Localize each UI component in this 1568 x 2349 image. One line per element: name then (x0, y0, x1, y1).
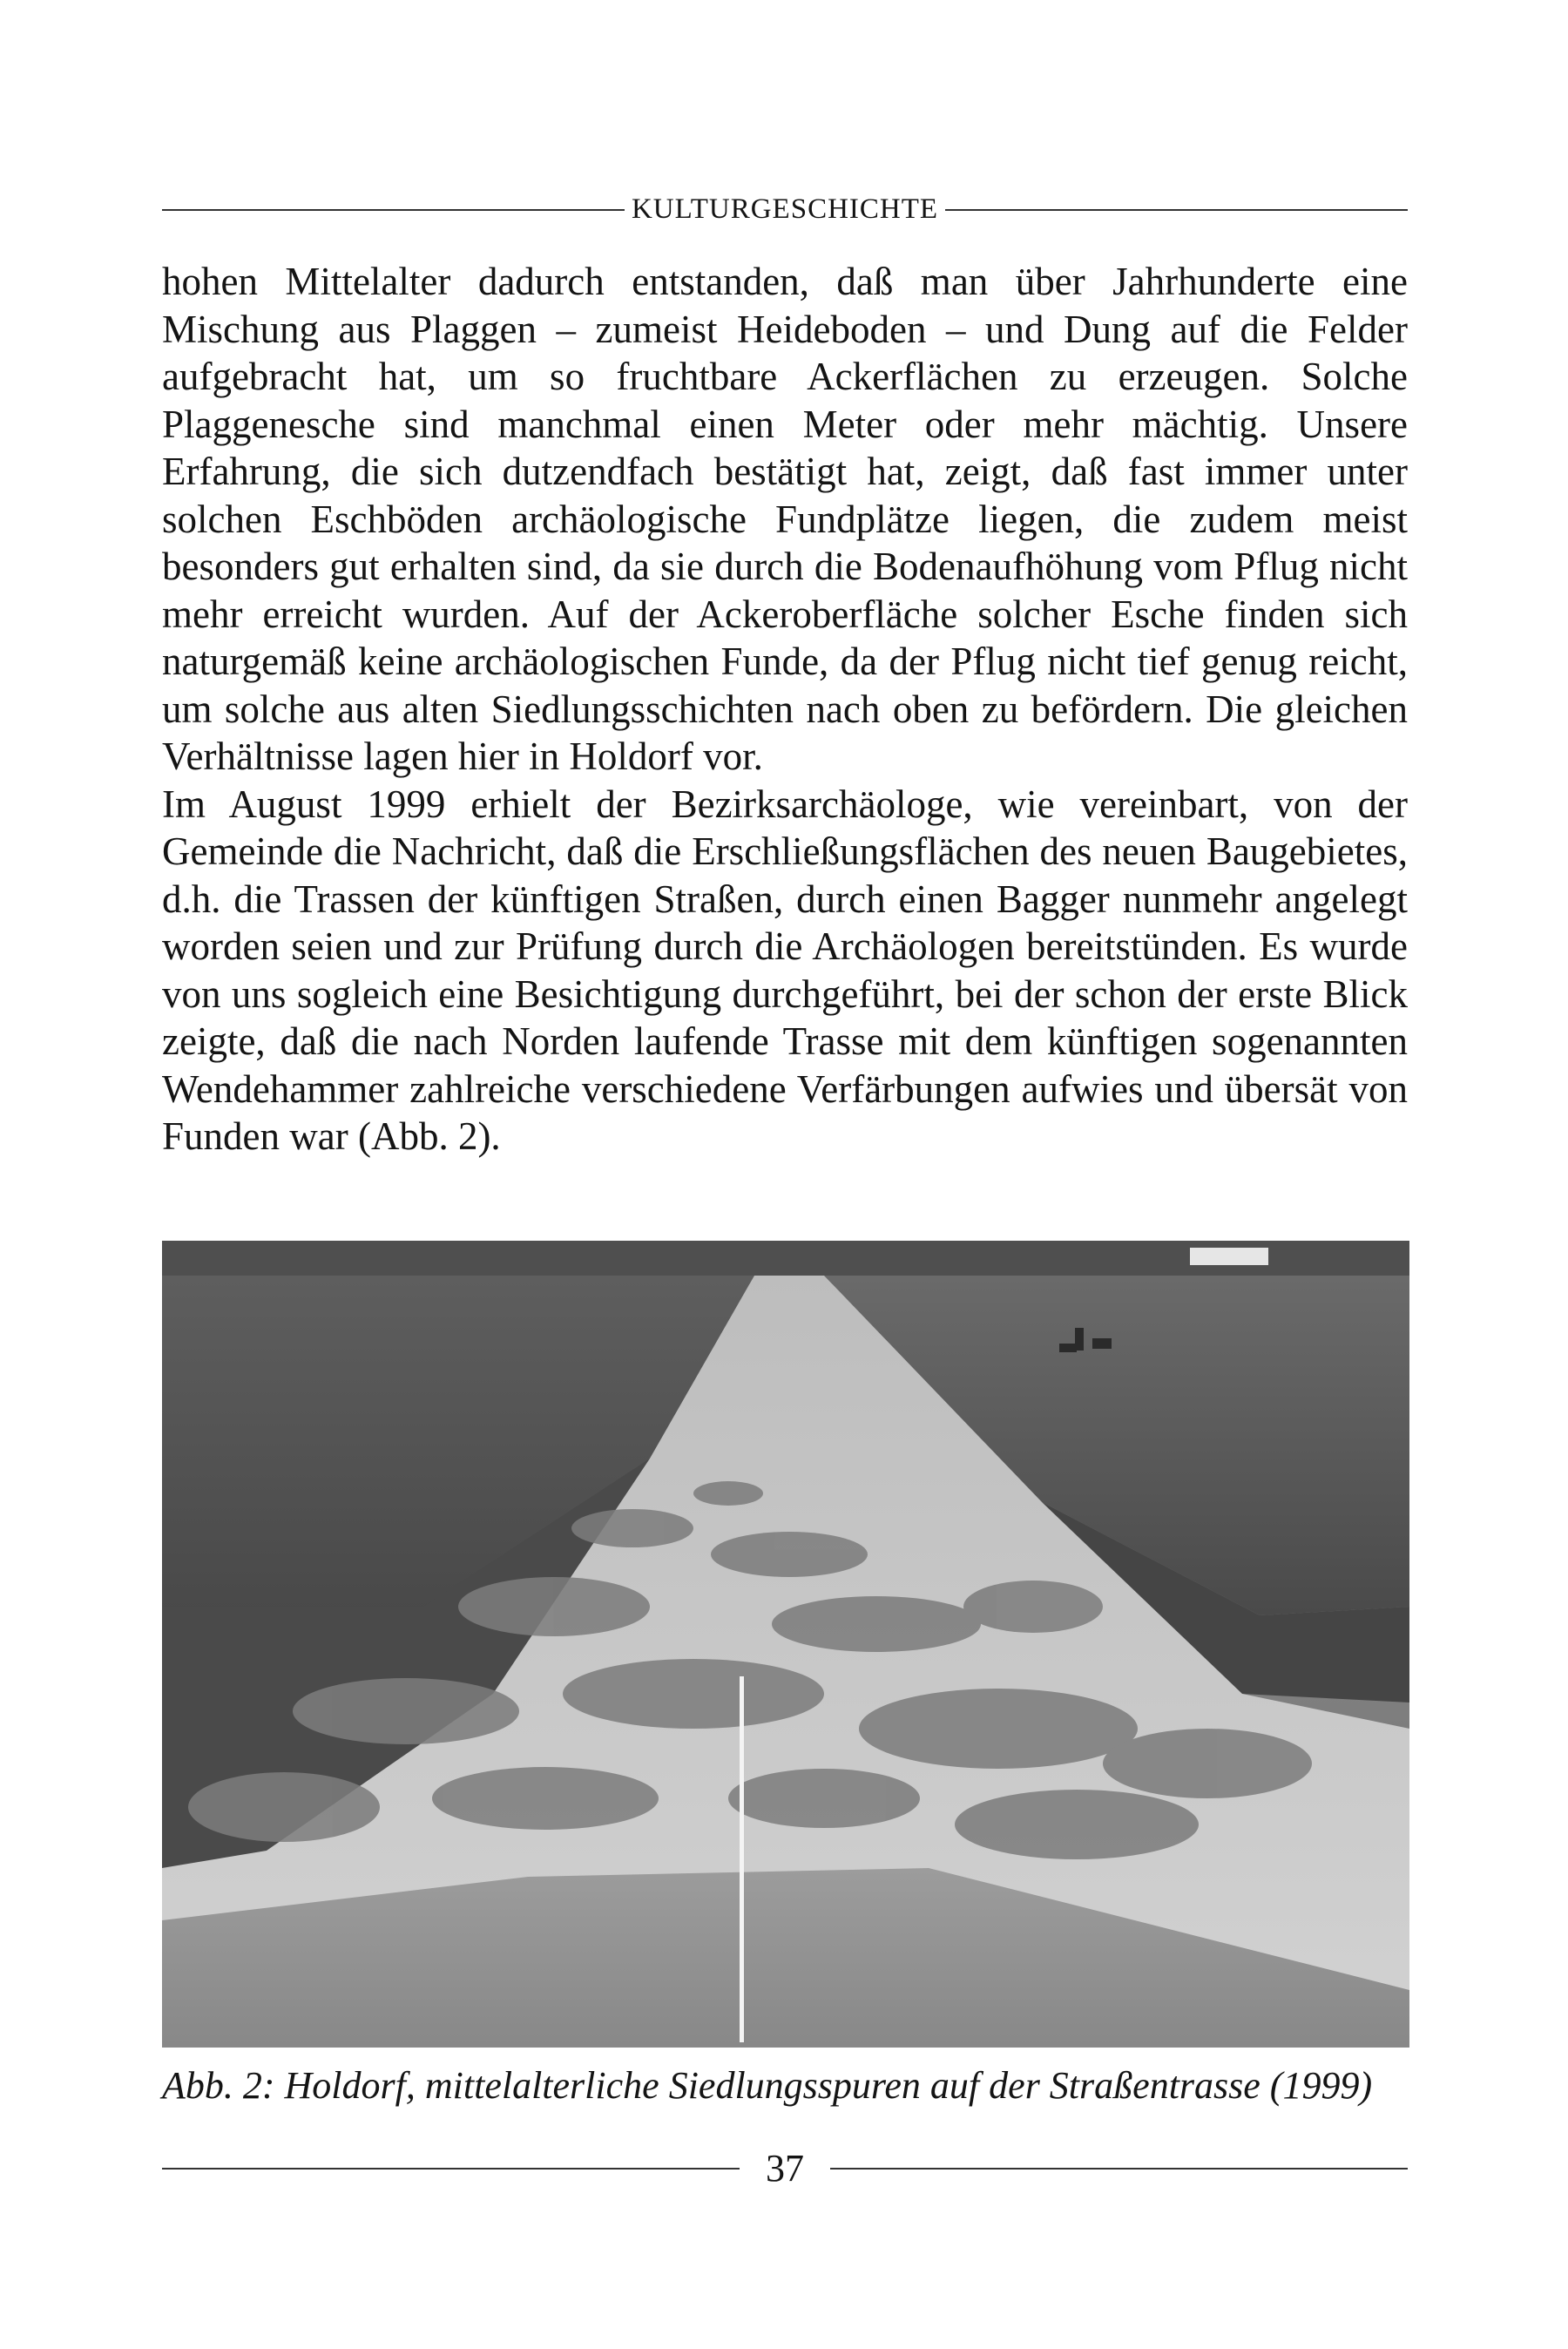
excavation-photo-illustration (162, 1241, 1409, 2048)
body-text (162, 258, 1408, 1161)
photo-measuring-pole (740, 1676, 744, 2042)
figure-caption: Abb. 2: Holdorf, mittelalterliche Siedlungsspuren auf der Straßentrasse (1999) (162, 2064, 1373, 2107)
paragraph-2: Im August 1999 erhielt der Bezirksarchäologe, wie vereinbart, von der Gemeinde die Nachricht, daß die Erschließungsflächen des neuen Baugebietes, d.h. die Trassen der künftigen Straßen, durch einen Bagger nunmehr angelegt worden seien und zur Prüfung durch die Archäologen bereitstünden. Es wurde von uns sogleich eine Besichtigung durchgeführt, bei der schon der erste Blick zeigte, daß die nach Norden laufende Trasse mit dem künftigen sogenannten Wendehammer zahlreiche verschiedene Verfärbungen aufwies und übersät von Funden war (Abb. 2). (162, 782, 1408, 1158)
running-head-rule-right (945, 209, 1408, 211)
running-head-title: KULTURGESCHICHTE (631, 193, 939, 225)
paragraph-1: hohen Mittelalter dadurch entstanden, daß man über Jahrhunderte eine Mischung aus Plaggen – zumeist Heideboden – und Dung auf die Felder aufgebracht hat, um so fruchtbare Ackerflächen zu erzeugen. Solche Plaggenesche sind manchmal einen Meter oder mehr mächtig. Unsere Erfahrung, die sich dutzendfach bestätigt hat, zeigt, daß fast immer unter solchen Eschböden archäologische Fundplätze liegen, die zudem meist besonders gut erhalten sind, da sie durch die Bodenaufhöhung vom Pflug nicht mehr erreicht wurden. Auf der Ackeroberfläche solcher Esche finden sich naturgemäß keine archäologischen Funde, da der Pflug nicht tief genug reicht, um solche aus alten Siedlungsschichten nach oben zu befördern. Die gleichen Verhältnisse lagen hier in Holdorf vor. (162, 260, 1408, 778)
page-number: 37 (766, 2147, 804, 2190)
footer-rule-right (830, 2168, 1408, 2170)
running-head-rule-left (162, 209, 625, 211)
excavation-photo (162, 1241, 1409, 2048)
photo-distant-vehicle (1190, 1248, 1268, 1265)
footer-rule-left (162, 2168, 740, 2170)
running-head (162, 193, 1408, 226)
page-footer (162, 2146, 1408, 2190)
